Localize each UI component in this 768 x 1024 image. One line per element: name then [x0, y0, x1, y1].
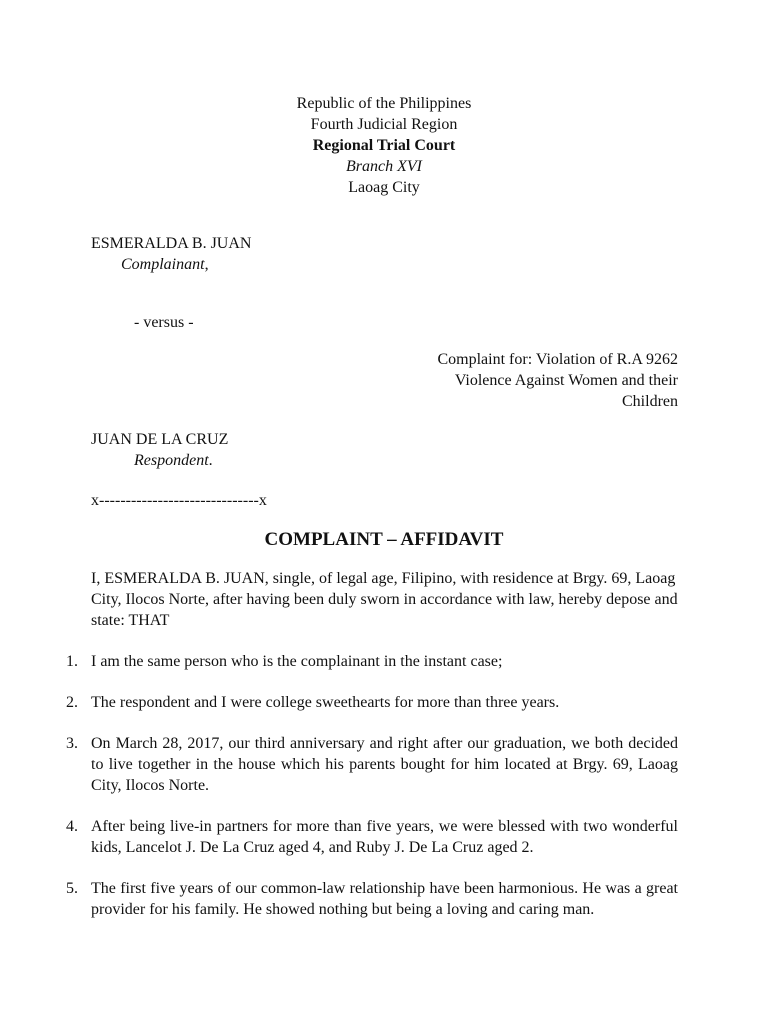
header-city: Laoag City	[348, 179, 420, 196]
header-court: Regional Trial Court	[312, 137, 456, 154]
list-item-text: The first five years of our common-law relationship have been harmonious. He was a great provider for his family. He showed nothing but being a loving and caring man.	[91, 880, 678, 918]
list-item	[66, 816, 678, 858]
list-item	[66, 733, 678, 796]
respondent-role-suffix: .	[208, 452, 213, 469]
document-title: COMPLAINT – AFFIDAVIT	[264, 529, 504, 550]
list-item-text: The respondent and I were college sweethearts for more than three years.	[91, 694, 560, 711]
respondent-role-label: Respondent	[134, 452, 209, 469]
complainant-name: ESMERALDA B. JUAN	[91, 235, 252, 252]
respondent-role	[134, 450, 213, 471]
court-header	[0, 93, 768, 198]
list-item-number: 3.	[66, 735, 78, 752]
complaint-for-line-1: Complaint for: Violation of R.A 9262	[437, 351, 678, 368]
complainant-role	[121, 254, 209, 275]
list-item-number: 5.	[66, 880, 78, 897]
complainant-role-suffix: ,	[204, 256, 209, 273]
list-item	[66, 651, 678, 672]
list-item	[66, 878, 678, 920]
header-republic: Republic of the Philippines	[296, 95, 472, 112]
list-item-number: 2.	[66, 694, 78, 711]
list-item-number: 4.	[66, 818, 78, 835]
numbered-list	[66, 651, 678, 940]
complainant-role-label: Complainant	[121, 256, 205, 273]
list-item-text: After being live-in partners for more than five years, we were blessed with two wonderful kids, Lancelot J. De La Cruz aged 4, and Ruby J. De La Cruz aged 2.	[91, 818, 678, 856]
list-item	[66, 692, 678, 713]
caption-separator: x------------------------------x	[91, 492, 267, 509]
list-item-number: 1.	[66, 653, 78, 670]
respondent-name: JUAN DE LA CRUZ	[91, 431, 229, 448]
intro-paragraph: I, ESMERALDA B. JUAN, single, of legal age, Filipino, with residence at Brgy. 69, Laoag City, Ilocos Norte, after having been duly sworn in accordance with law, hereby depose and state: THAT	[91, 570, 678, 629]
versus-label: - versus -	[134, 314, 194, 331]
complaint-for-block	[437, 349, 678, 412]
header-branch: Branch XVI	[346, 158, 422, 175]
list-item-text: I am the same person who is the complainant in the instant case;	[91, 653, 503, 670]
list-item-text: On March 28, 2017, our third anniversary and right after our graduation, we both decided to live together in the house which his parents bought for him located at Brgy. 69, Laoag City, Ilocos Norte.	[91, 735, 678, 794]
header-region: Fourth Judicial Region	[310, 116, 458, 133]
complaint-for-line-3: Children	[622, 393, 678, 410]
complaint-for-line-2: Violence Against Women and their	[454, 372, 678, 389]
